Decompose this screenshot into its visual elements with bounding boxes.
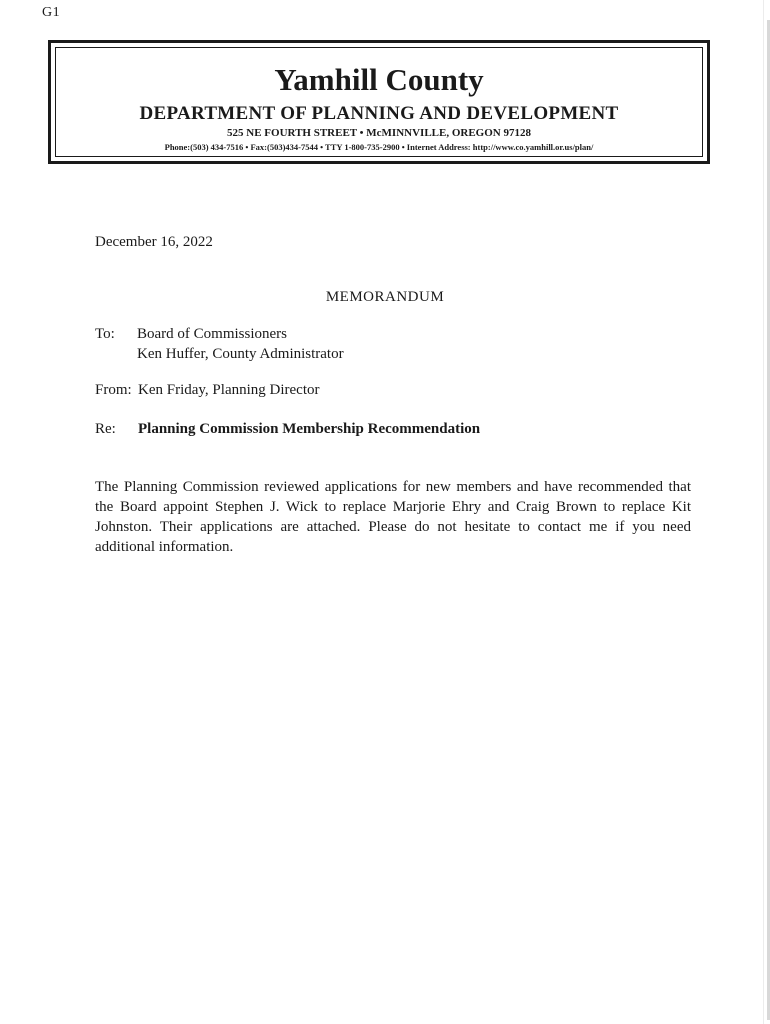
- from-value: Ken Friday, Planning Director: [138, 382, 320, 398]
- memo-title: MEMORANDUM: [325, 289, 445, 305]
- scan-edge-line: [763, 0, 764, 1024]
- department-contact: Phone:(503) 434-7516 • Fax:(503)434-7544 • TTY 1-800-735-2900 • Internet Address: http://www.co.yamhill.or.us/plan/: [164, 142, 594, 152]
- memo-date: December 16, 2022: [95, 234, 213, 250]
- re-subject: Planning Commission Membership Recommendation: [138, 421, 481, 437]
- letterhead-inner-border: [55, 47, 703, 157]
- to-recipient: Board of Commissioners: [137, 326, 287, 342]
- department-name: DEPARTMENT OF PLANNING AND DEVELOPMENT: [139, 103, 619, 124]
- re-label: Re:: [95, 421, 116, 437]
- page-label: G1: [42, 5, 61, 20]
- from-label: From:: [95, 382, 132, 398]
- to-label: To:: [95, 326, 115, 342]
- letterhead: [48, 40, 710, 164]
- to-recipient: Ken Huffer, County Administrator: [137, 346, 344, 362]
- memo-body: The Planning Commission reviewed applications for new members and have recommended that the Board appoint Stephen J. Wick to replace Marjorie Ehry and Craig Brown to replace Kit Johnston. Their applications are attached. Please do not hesitate to contact me if you need additional information.: [95, 479, 691, 555]
- county-title: Yamhill County: [274, 62, 484, 97]
- department-address: 525 NE FOURTH STREET • McMINNVILLE, OREGON 97128: [227, 127, 531, 139]
